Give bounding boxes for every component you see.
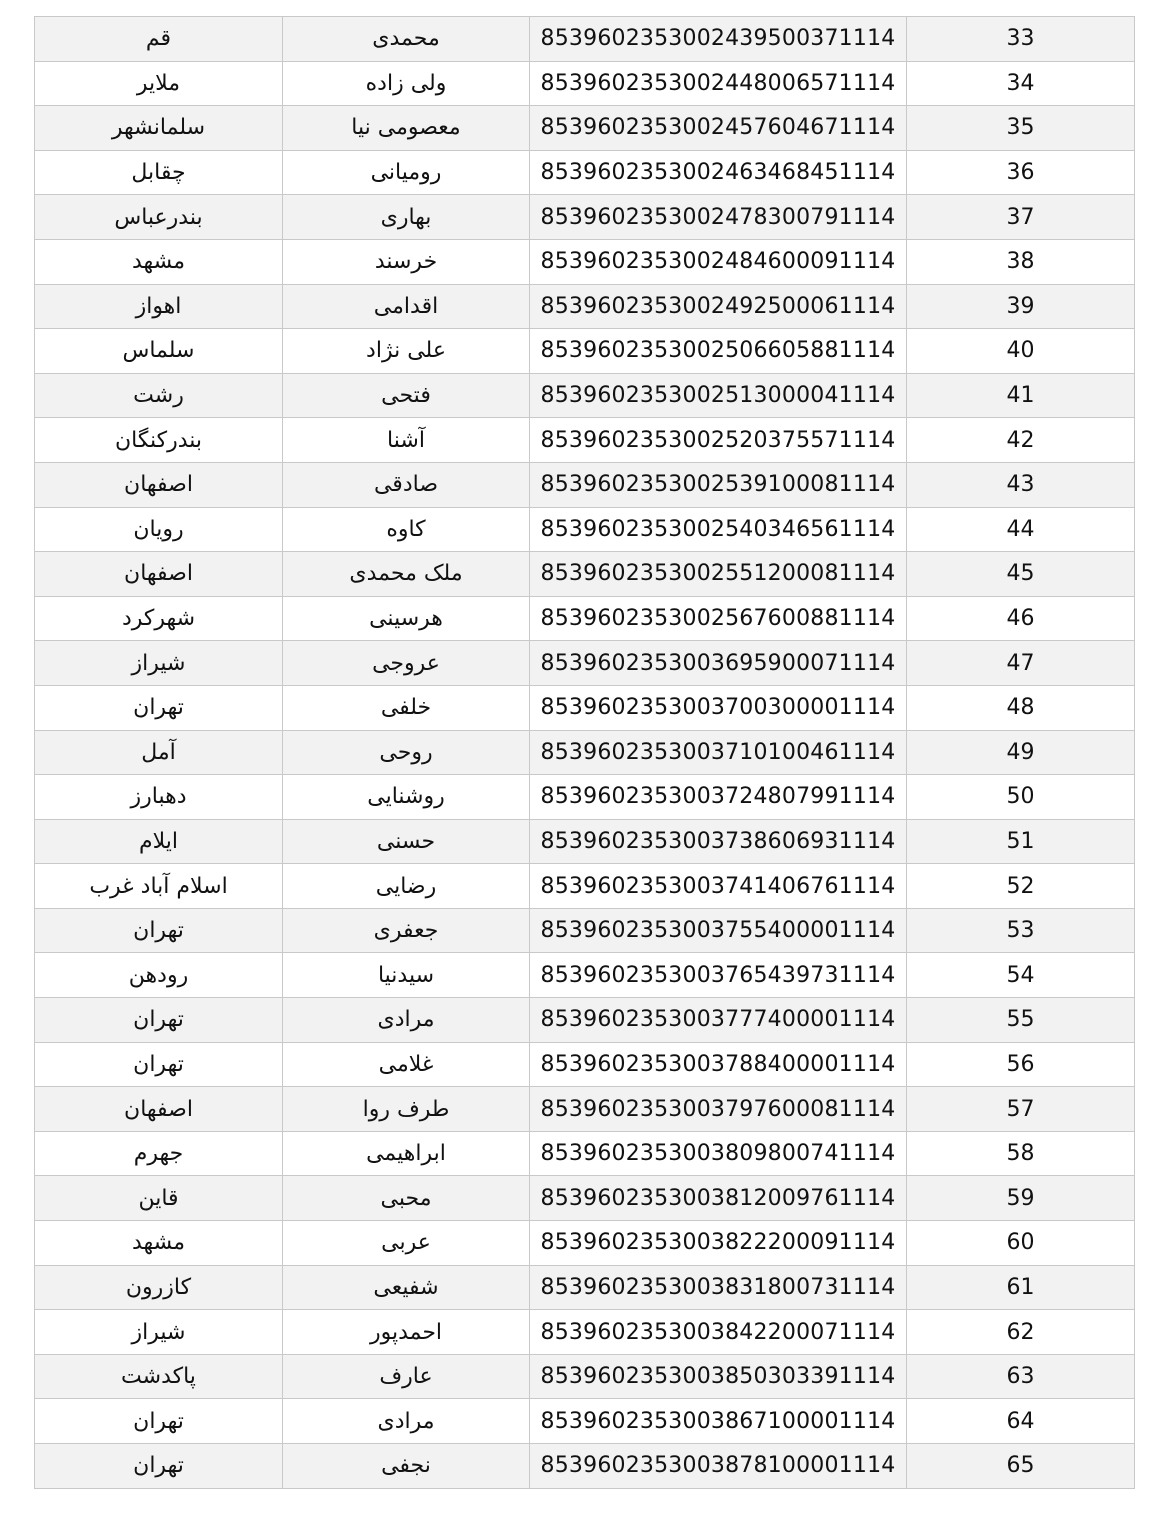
code-cell: 8539602353003710100461114: [530, 730, 907, 775]
city-cell: رویان: [35, 507, 283, 552]
row-number-cell: 46: [907, 596, 1135, 641]
city-cell: بندرکنگان: [35, 418, 283, 463]
surname-cell: عارف: [283, 1354, 530, 1399]
row-number-cell: 41: [907, 373, 1135, 418]
code-cell: 8539602353003738606931114: [530, 819, 907, 864]
code-cell: 8539602353002478300791114: [530, 195, 907, 240]
surname-cell: جعفری: [283, 908, 530, 953]
data-table-container: [34, 16, 1134, 1489]
table-row: [35, 284, 1135, 329]
city-cell: تهران: [35, 1042, 283, 1087]
code-cell: 8539602353003878100001114: [530, 1444, 907, 1489]
code-cell: 8539602353002448006571114: [530, 61, 907, 106]
city-cell: اسلام آباد غرب: [35, 864, 283, 909]
surname-cell: ابراهیمی: [283, 1131, 530, 1176]
code-cell: 8539602353002457604671114: [530, 106, 907, 151]
surname-cell: کاوه: [283, 507, 530, 552]
table-row: [35, 150, 1135, 195]
surname-cell: علی نژاد: [283, 329, 530, 374]
row-number-cell: 39: [907, 284, 1135, 329]
row-number-cell: 60: [907, 1221, 1135, 1266]
table-row: [35, 685, 1135, 730]
code-cell: 8539602353003842200071114: [530, 1310, 907, 1355]
table-row: [35, 998, 1135, 1043]
surname-cell: مرادی: [283, 1399, 530, 1444]
city-cell: ایلام: [35, 819, 283, 864]
city-cell: قاین: [35, 1176, 283, 1221]
city-cell: کازرون: [35, 1265, 283, 1310]
code-cell: 8539602353003700300001114: [530, 685, 907, 730]
row-number-cell: 45: [907, 552, 1135, 597]
city-cell: شیراز: [35, 1310, 283, 1355]
code-cell: 8539602353003812009761114: [530, 1176, 907, 1221]
table-row: [35, 864, 1135, 909]
table-body: [35, 17, 1135, 1489]
surname-cell: شفیعی: [283, 1265, 530, 1310]
row-number-cell: 43: [907, 462, 1135, 507]
surname-cell: آشنا: [283, 418, 530, 463]
code-cell: 8539602353003831800731114: [530, 1265, 907, 1310]
code-cell: 8539602353002551200081114: [530, 552, 907, 597]
code-cell: 8539602353003724807991114: [530, 775, 907, 820]
surname-cell: حسنی: [283, 819, 530, 864]
code-cell: 8539602353003695900071114: [530, 641, 907, 686]
table-row: [35, 418, 1135, 463]
city-cell: رودهن: [35, 953, 283, 998]
city-cell: اهواز: [35, 284, 283, 329]
surname-cell: روشنایی: [283, 775, 530, 820]
table-row: [35, 61, 1135, 106]
row-number-cell: 42: [907, 418, 1135, 463]
city-cell: تهران: [35, 1399, 283, 1444]
surname-cell: محبی: [283, 1176, 530, 1221]
city-cell: بندرعباس: [35, 195, 283, 240]
row-number-cell: 64: [907, 1399, 1135, 1444]
row-number-cell: 56: [907, 1042, 1135, 1087]
code-cell: 8539602353003867100001114: [530, 1399, 907, 1444]
table-row: [35, 373, 1135, 418]
row-number-cell: 38: [907, 239, 1135, 284]
city-cell: اصفهان: [35, 462, 283, 507]
code-cell: 8539602353003765439731114: [530, 953, 907, 998]
row-number-cell: 53: [907, 908, 1135, 953]
city-cell: مشهد: [35, 1221, 283, 1266]
surname-cell: ملک محمدی: [283, 552, 530, 597]
row-number-cell: 51: [907, 819, 1135, 864]
surname-cell: ولی زاده: [283, 61, 530, 106]
code-cell: 8539602353002513000041114: [530, 373, 907, 418]
city-cell: ملایر: [35, 61, 283, 106]
surname-cell: طرف روا: [283, 1087, 530, 1132]
table-row: [35, 1131, 1135, 1176]
surname-cell: عروجی: [283, 641, 530, 686]
row-number-cell: 55: [907, 998, 1135, 1043]
table-row: [35, 329, 1135, 374]
surname-cell: نجفی: [283, 1444, 530, 1489]
table-row: [35, 641, 1135, 686]
code-cell: 8539602353003755400001114: [530, 908, 907, 953]
table-row: [35, 1221, 1135, 1266]
row-number-cell: 52: [907, 864, 1135, 909]
table-row: [35, 239, 1135, 284]
city-cell: سلماس: [35, 329, 283, 374]
city-cell: رشت: [35, 373, 283, 418]
surname-cell: رضایی: [283, 864, 530, 909]
table-row: [35, 596, 1135, 641]
code-cell: 8539602353003850303391114: [530, 1354, 907, 1399]
table-row: [35, 106, 1135, 151]
surname-cell: فتحی: [283, 373, 530, 418]
row-number-cell: 59: [907, 1176, 1135, 1221]
code-cell: 8539602353002506605881114: [530, 329, 907, 374]
table-row: [35, 507, 1135, 552]
table-row: [35, 1399, 1135, 1444]
table-row: [35, 730, 1135, 775]
code-cell: 8539602353003797600081114: [530, 1087, 907, 1132]
table-row: [35, 953, 1135, 998]
city-cell: تهران: [35, 685, 283, 730]
surname-cell: عربی: [283, 1221, 530, 1266]
row-number-cell: 36: [907, 150, 1135, 195]
row-number-cell: 44: [907, 507, 1135, 552]
code-cell: 8539602353002439500371114: [530, 17, 907, 62]
code-cell: 8539602353003741406761114: [530, 864, 907, 909]
city-cell: تهران: [35, 1444, 283, 1489]
code-cell: 8539602353003822200091114: [530, 1221, 907, 1266]
surname-cell: خرسند: [283, 239, 530, 284]
surname-cell: اقدامی: [283, 284, 530, 329]
table-row: [35, 1354, 1135, 1399]
row-number-cell: 48: [907, 685, 1135, 730]
city-cell: شیراز: [35, 641, 283, 686]
code-cell: 8539602353002463468451114: [530, 150, 907, 195]
table-row: [35, 462, 1135, 507]
row-number-cell: 57: [907, 1087, 1135, 1132]
row-number-cell: 37: [907, 195, 1135, 240]
surname-cell: سیدنیا: [283, 953, 530, 998]
surname-cell: غلامی: [283, 1042, 530, 1087]
row-number-cell: 40: [907, 329, 1135, 374]
row-number-cell: 58: [907, 1131, 1135, 1176]
city-cell: شهرکرد: [35, 596, 283, 641]
code-cell: 8539602353002567600881114: [530, 596, 907, 641]
city-cell: تهران: [35, 908, 283, 953]
table-row: [35, 552, 1135, 597]
code-cell: 8539602353003777400001114: [530, 998, 907, 1043]
table-row: [35, 1444, 1135, 1489]
table-row: [35, 908, 1135, 953]
city-cell: سلمانشهر: [35, 106, 283, 151]
table-row: [35, 17, 1135, 62]
row-number-cell: 35: [907, 106, 1135, 151]
row-number-cell: 33: [907, 17, 1135, 62]
code-cell: 8539602353002540346561114: [530, 507, 907, 552]
code-cell: 8539602353003809800741114: [530, 1131, 907, 1176]
row-number-cell: 47: [907, 641, 1135, 686]
code-cell: 8539602353002520375571114: [530, 418, 907, 463]
table-row: [35, 1265, 1135, 1310]
data-table: [34, 16, 1135, 1489]
city-cell: قم: [35, 17, 283, 62]
surname-cell: خلفی: [283, 685, 530, 730]
table-row: [35, 1310, 1135, 1355]
code-cell: 8539602353002484600091114: [530, 239, 907, 284]
row-number-cell: 50: [907, 775, 1135, 820]
surname-cell: روحی: [283, 730, 530, 775]
surname-cell: رومیانی: [283, 150, 530, 195]
table-row: [35, 195, 1135, 240]
row-number-cell: 61: [907, 1265, 1135, 1310]
table-row: [35, 775, 1135, 820]
code-cell: 8539602353002492500061114: [530, 284, 907, 329]
row-number-cell: 65: [907, 1444, 1135, 1489]
city-cell: جهرم: [35, 1131, 283, 1176]
surname-cell: مرادی: [283, 998, 530, 1043]
row-number-cell: 34: [907, 61, 1135, 106]
surname-cell: معصومی نیا: [283, 106, 530, 151]
city-cell: پاکدشت: [35, 1354, 283, 1399]
row-number-cell: 49: [907, 730, 1135, 775]
table-row: [35, 1042, 1135, 1087]
surname-cell: صادقی: [283, 462, 530, 507]
surname-cell: بهاری: [283, 195, 530, 240]
code-cell: 8539602353003788400001114: [530, 1042, 907, 1087]
table-row: [35, 1087, 1135, 1132]
city-cell: اصفهان: [35, 1087, 283, 1132]
city-cell: مشهد: [35, 239, 283, 284]
city-cell: دهبارز: [35, 775, 283, 820]
table-row: [35, 1176, 1135, 1221]
row-number-cell: 62: [907, 1310, 1135, 1355]
surname-cell: محمدی: [283, 17, 530, 62]
surname-cell: هرسینی: [283, 596, 530, 641]
code-cell: 8539602353002539100081114: [530, 462, 907, 507]
city-cell: تهران: [35, 998, 283, 1043]
surname-cell: احمدپور: [283, 1310, 530, 1355]
city-cell: آمل: [35, 730, 283, 775]
table-row: [35, 819, 1135, 864]
row-number-cell: 54: [907, 953, 1135, 998]
row-number-cell: 63: [907, 1354, 1135, 1399]
city-cell: چقابل: [35, 150, 283, 195]
city-cell: اصفهان: [35, 552, 283, 597]
